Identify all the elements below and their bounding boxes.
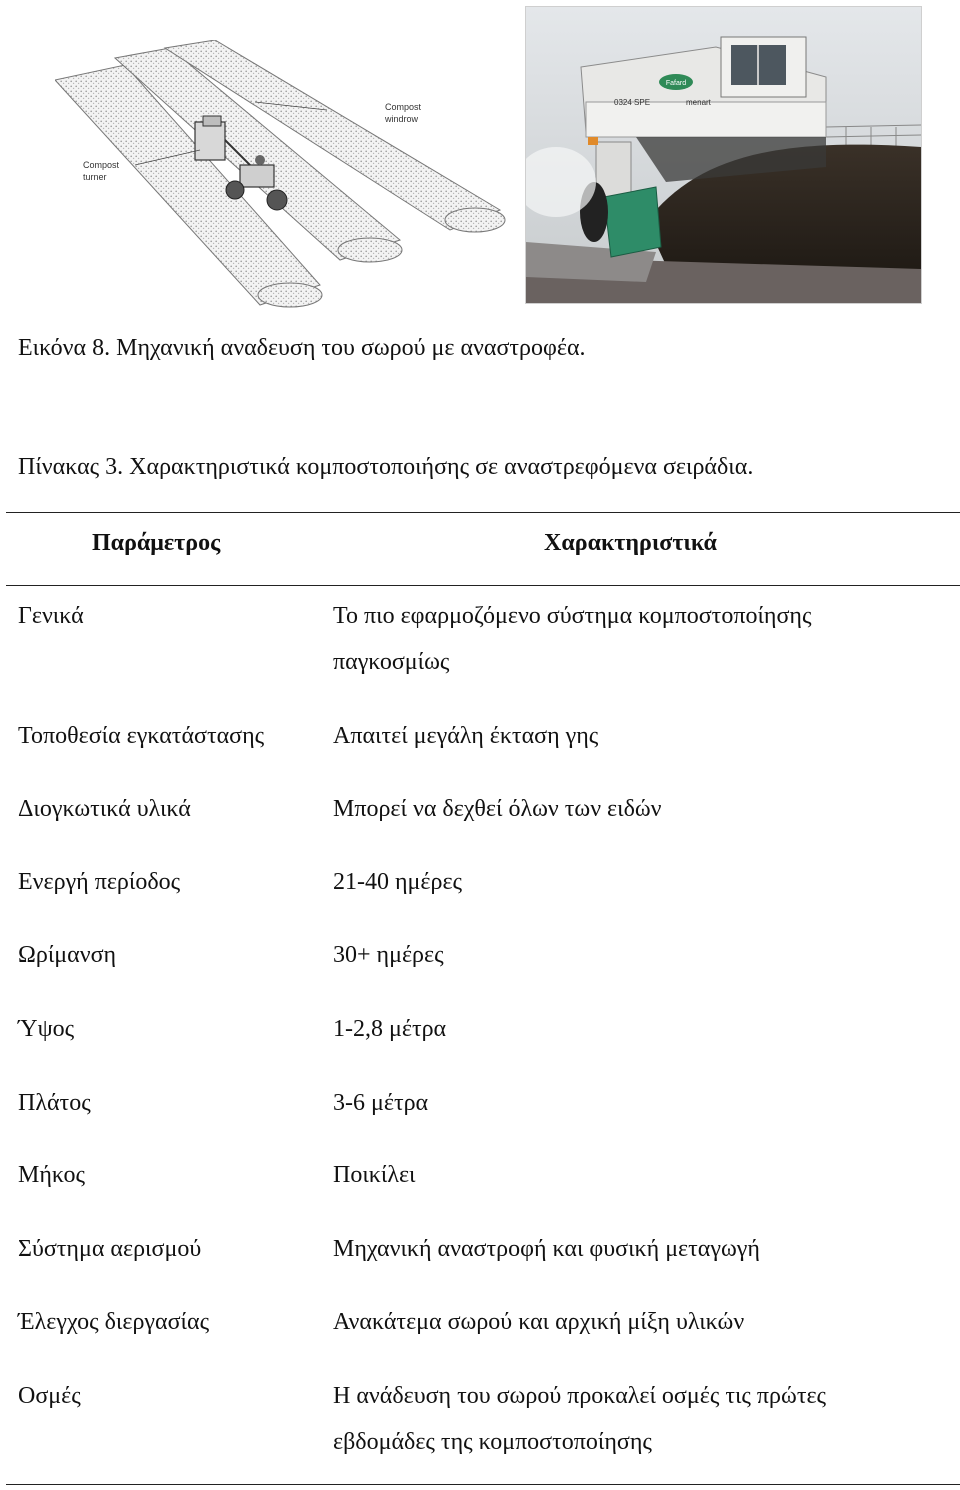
- param-width: Πλάτος: [18, 1090, 91, 1116]
- value-line: παγκοσμίως: [333, 649, 450, 675]
- param-odors: Οσμές: [18, 1383, 81, 1409]
- param-active-period: Ενεργή περίοδος: [18, 869, 181, 895]
- param-aeration-system: Σύστημα αερισμού: [18, 1236, 202, 1262]
- value-odors: [333, 1381, 933, 1473]
- plate-label: 0324 SPE: [614, 98, 651, 107]
- value-line: Το πιο εφαρμοζόμενο σύστημα κομποστοποίησης: [333, 603, 812, 629]
- value-length: Ποικίλει: [333, 1162, 416, 1188]
- table-bottom-rule: [6, 1484, 960, 1485]
- value-location: Απαιτεί μεγάλη έκταση γης: [333, 723, 599, 749]
- figure-caption: Εικόνα 8. Μηχανική αναδευση του σωρού με αναστροφέα.: [18, 335, 586, 361]
- header-characteristics: Χαρακτηριστικά: [544, 530, 717, 556]
- param-curing: Ωρίμανση: [18, 942, 117, 968]
- windrow-label-line1: Compost: [385, 102, 422, 112]
- table-top-rule: [6, 512, 960, 513]
- windrow-diagram: [55, 40, 515, 310]
- param-location: Τοποθεσία εγκατάστασης: [18, 723, 265, 749]
- value-aeration-system: Μηχανική αναστροφή και φυσική μεταγωγή: [333, 1236, 760, 1262]
- header-rule: [6, 585, 960, 586]
- model-label: menart: [686, 98, 711, 107]
- turner-label-line1: Compost: [83, 160, 120, 170]
- value-line: εβδομάδες της κομποστοποίησης: [333, 1429, 652, 1455]
- value-height: 1-2,8 μέτρα: [333, 1016, 447, 1042]
- value-width: 3-6 μέτρα: [333, 1090, 429, 1116]
- compost-turner-photo: [525, 6, 922, 304]
- brand-label: Fafard: [665, 80, 687, 87]
- header-parameter: Παράμετρος: [92, 530, 221, 556]
- value-process-control: Ανακάτεμα σωρού και αρχική μίξη υλικών: [333, 1309, 745, 1335]
- table-caption: Πίνακας 3. Χαρακτηριστικά κομποστοποιήσης σε αναστρεφόμενα σειράδια.: [18, 454, 754, 480]
- param-bulking-agents: Διογκωτικά υλικά: [18, 796, 191, 822]
- param-length: Μήκος: [18, 1162, 85, 1188]
- value-active-period: 21-40 ημέρες: [333, 869, 463, 895]
- windrow-label-line2: windrow: [385, 114, 419, 124]
- turner-label-line2: turner: [83, 172, 107, 182]
- param-general: Γενικά: [18, 603, 84, 629]
- param-height: Ύψος: [18, 1016, 75, 1042]
- value-line: Η ανάδευση του σωρού προκαλεί οσμές τις πρώτες: [333, 1383, 827, 1409]
- param-process-control: Έλεγχος διεργασίας: [18, 1309, 210, 1335]
- value-general: [333, 601, 933, 693]
- value-bulking-agents: Μπορεί να δεχθεί όλων των ειδών: [333, 796, 662, 822]
- value-curing: 30+ ημέρες: [333, 942, 444, 968]
